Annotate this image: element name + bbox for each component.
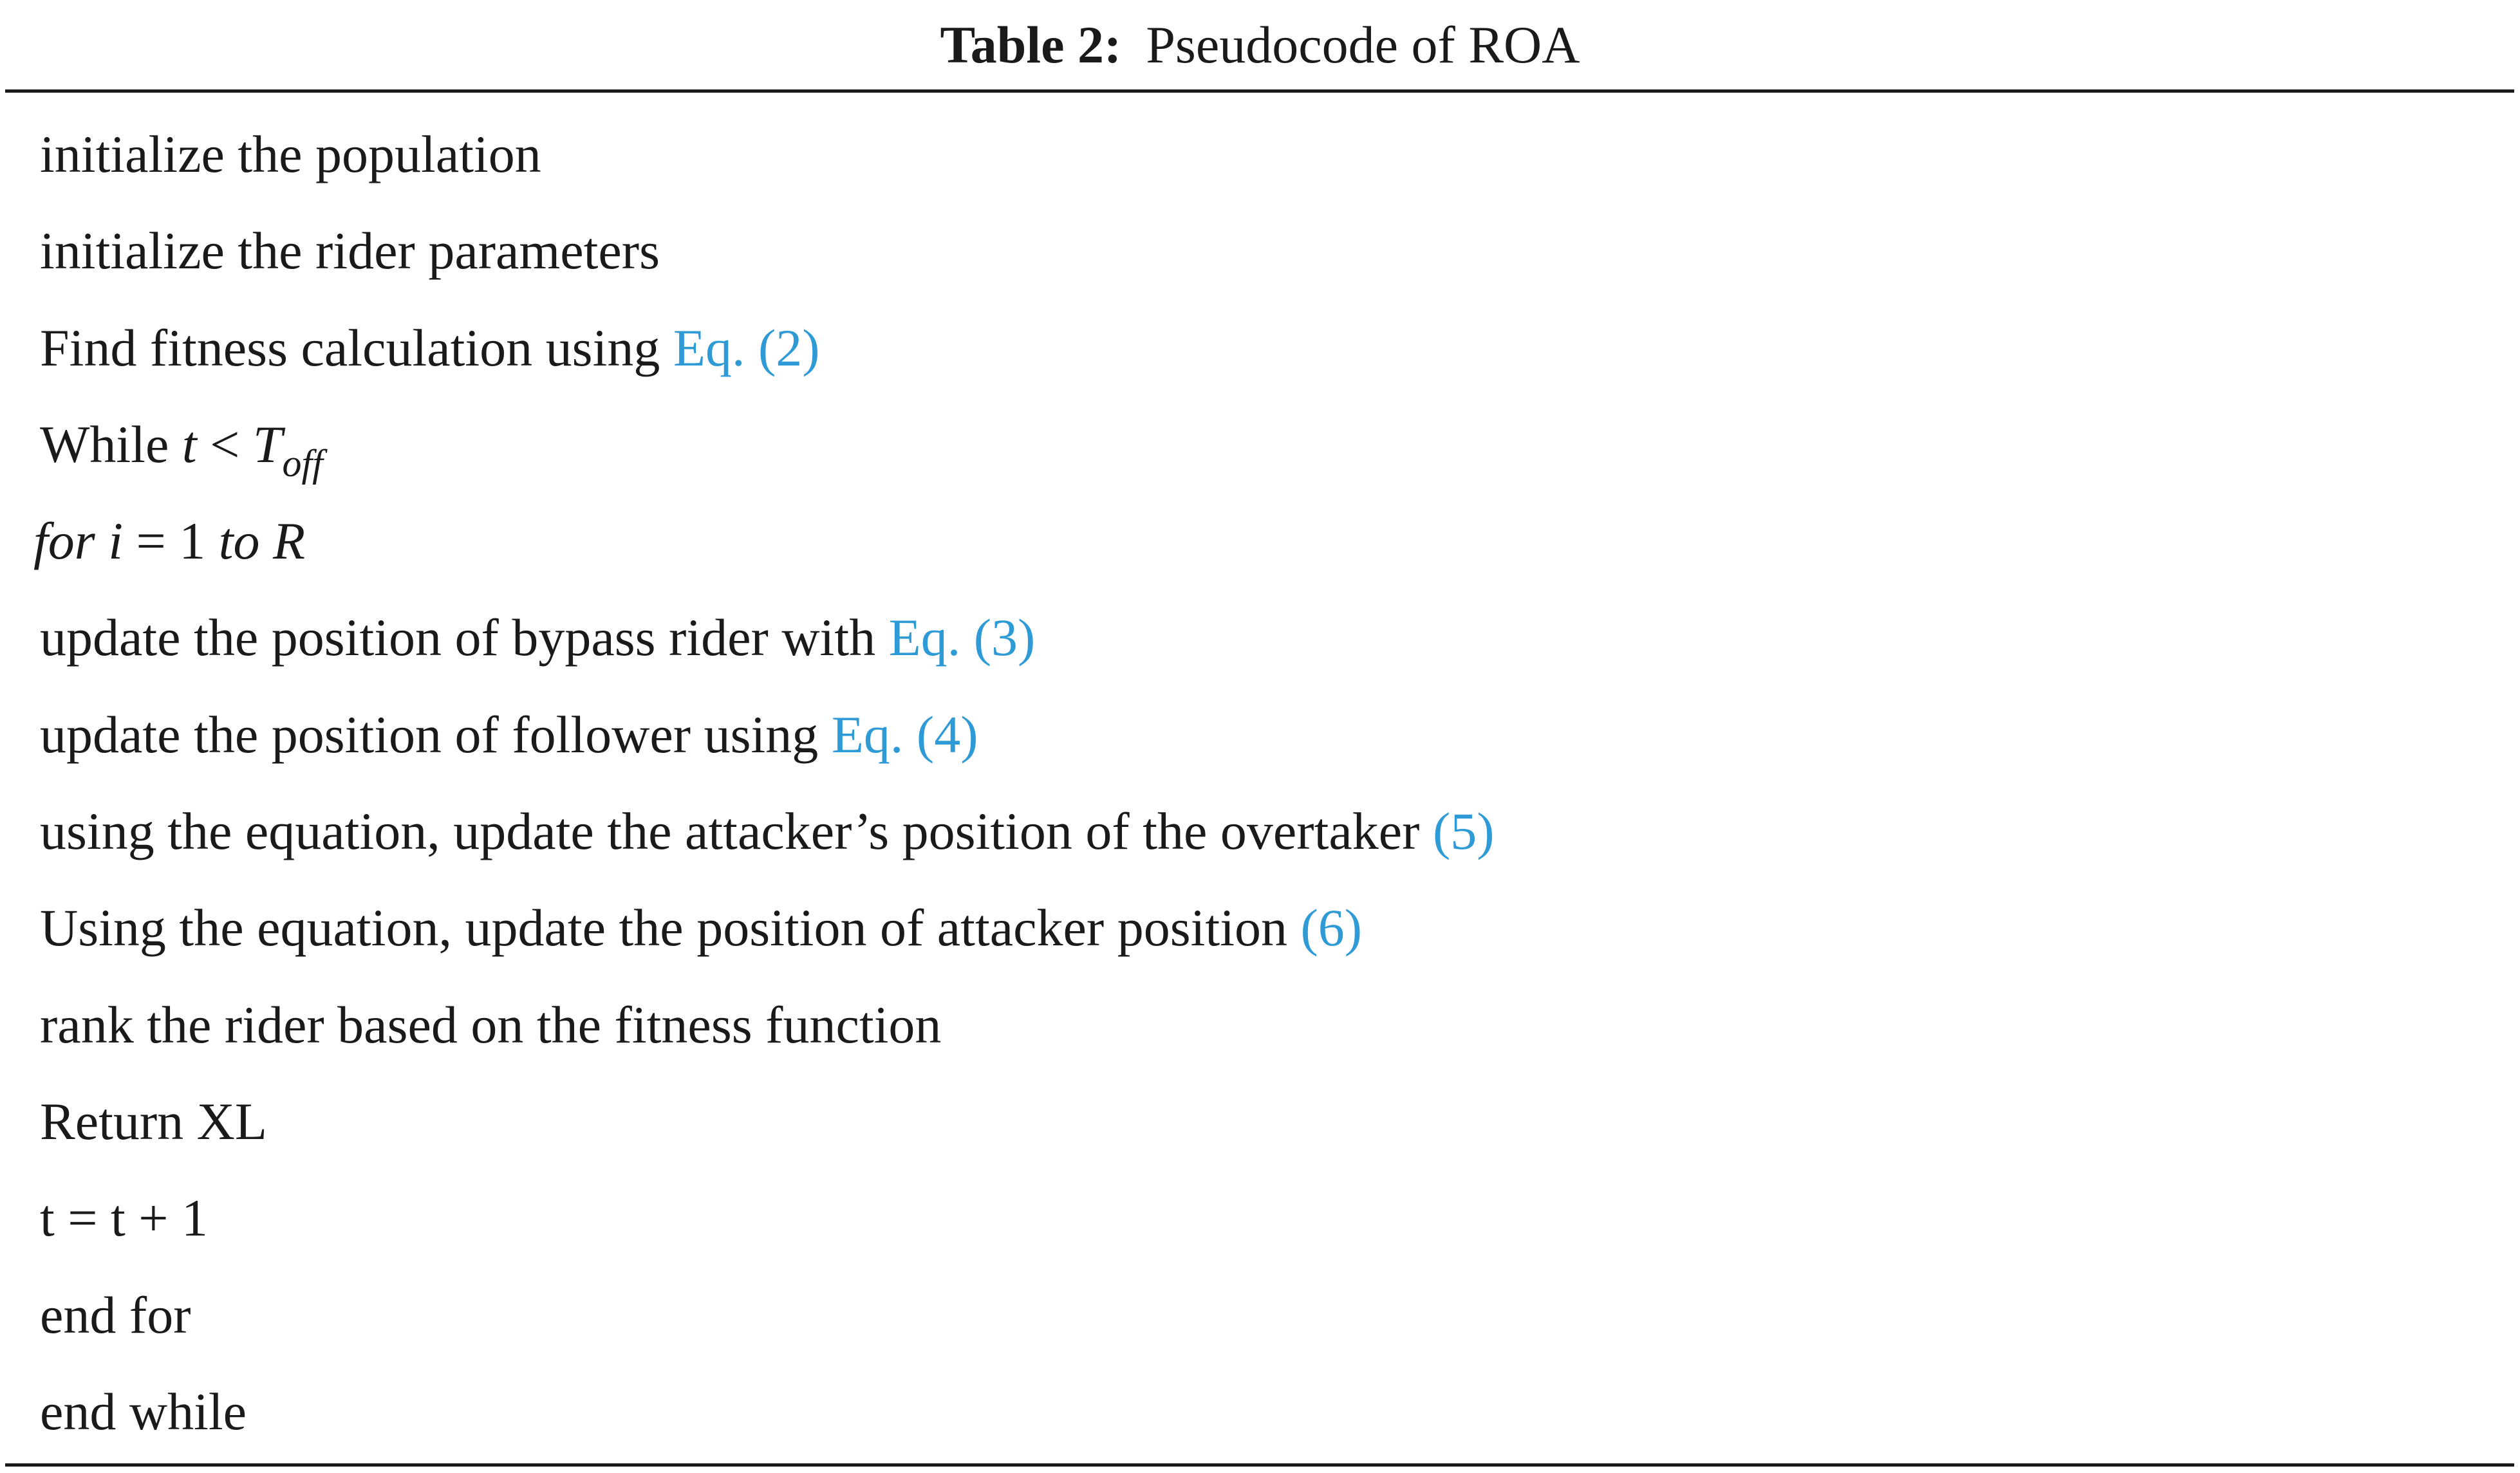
row-text: initialize the population bbox=[40, 125, 541, 183]
row-text: rank the rider based on the fitness function bbox=[40, 995, 942, 1054]
pseudocode-table bbox=[33, 111, 2486, 1465]
equation-2-link[interactable]: Eq. (2) bbox=[673, 318, 820, 377]
pseudocode-row-14 bbox=[40, 1369, 2486, 1465]
row-text: initialize the rider parameters bbox=[40, 221, 660, 281]
row-text: t = t + 1 bbox=[40, 1189, 209, 1248]
pseudocode-row-10 bbox=[40, 982, 2486, 1079]
row-text: update the position of follower using bbox=[40, 705, 832, 764]
pseudocode-row-13 bbox=[40, 1272, 2486, 1369]
pseudocode-row-7 bbox=[40, 692, 2486, 788]
assignment-text: = 1 bbox=[123, 512, 219, 571]
subscript-off: off bbox=[282, 441, 323, 485]
equation-3-link[interactable]: Eq. (3) bbox=[888, 608, 1036, 667]
row-text: update the position of bypass rider with bbox=[40, 608, 889, 667]
keyword-to: to bbox=[218, 512, 260, 571]
variable-T: T bbox=[252, 414, 283, 474]
pseudocode-row-6 bbox=[40, 595, 2486, 691]
table-bottom-rule bbox=[5, 1463, 2514, 1467]
variable-t: t bbox=[182, 414, 197, 474]
row-text: While bbox=[40, 414, 182, 474]
row-text: end for bbox=[40, 1285, 191, 1344]
pseudocode-row-3 bbox=[40, 305, 2486, 402]
keyword-for: for bbox=[33, 512, 95, 571]
table-caption bbox=[0, 0, 2520, 90]
pseudocode-row-8 bbox=[40, 788, 2486, 885]
table-top-rule bbox=[5, 89, 2514, 93]
variable-R: R bbox=[273, 512, 306, 571]
pseudocode-row-1 bbox=[40, 111, 2486, 208]
table-caption-title: Pseudocode of ROA bbox=[1146, 15, 1580, 74]
pseudocode-row-12 bbox=[40, 1175, 2486, 1272]
pseudocode-row-9 bbox=[40, 885, 2486, 981]
pseudocode-row-4 bbox=[40, 402, 2486, 498]
equation-6-link[interactable]: (6) bbox=[1300, 898, 1363, 958]
variable-i: i bbox=[108, 512, 123, 571]
pseudocode-row-5 bbox=[33, 498, 2486, 595]
equation-4-link[interactable]: Eq. (4) bbox=[831, 705, 978, 764]
pseudocode-row-11 bbox=[40, 1079, 2486, 1175]
row-text: Using the equation, update the position of attacker position bbox=[40, 898, 1301, 958]
equation-5-link[interactable]: (5) bbox=[1433, 802, 1495, 861]
row-text: Return XL bbox=[40, 1091, 267, 1151]
row-text: Find fitness calculation using bbox=[40, 318, 673, 377]
table-caption-label: Table 2: bbox=[940, 15, 1122, 74]
row-text: using the equation, update the attacker’s position of the overtaker bbox=[40, 802, 1433, 861]
pseudocode-row-2 bbox=[40, 208, 2486, 304]
less-than-operator: < bbox=[196, 414, 253, 474]
row-text: end while bbox=[40, 1382, 247, 1441]
